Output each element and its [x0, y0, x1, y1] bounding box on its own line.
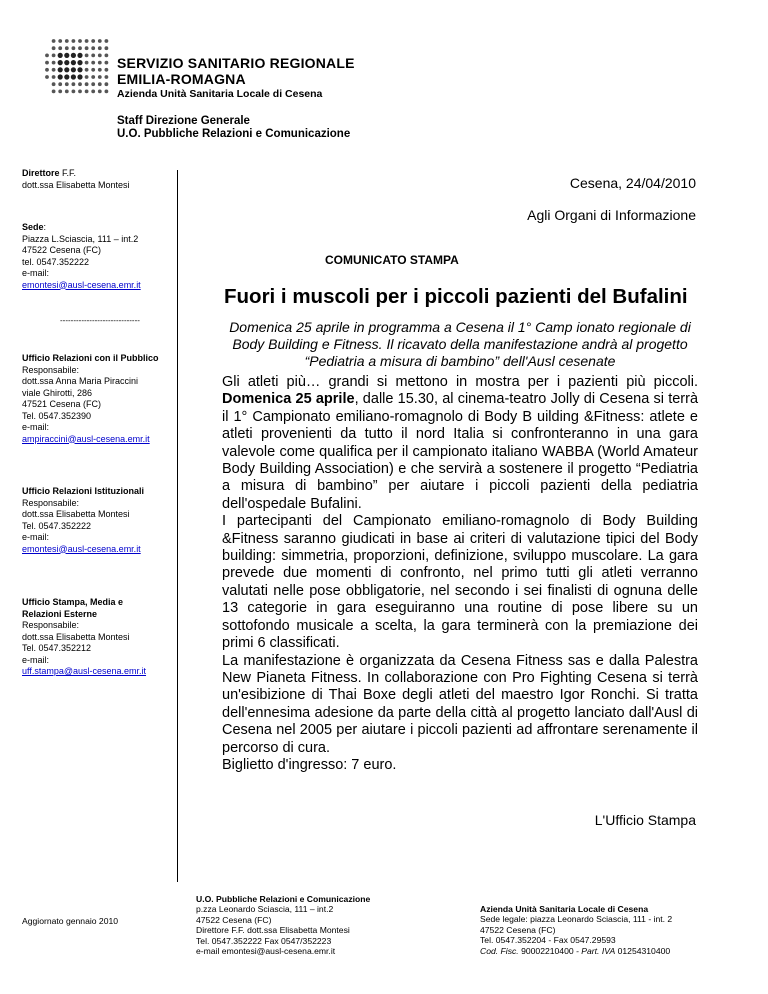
paragraph: I partecipanti del Campionato emiliano-romagnolo di Body Building &Fitness saranno giudicati in base ai criteri di valutazione tipici del Body building: simmetria, proporzioni, definizione, sviluppo muscolare. La gara prevede due momenti di confronto, nel primo tutti gli atleti verranno valutati nelle pose obbligatorie, nel secondo i sei finalisti di ognuna delle 13 categorie in gara eseguiranno una routine di pose libere su un sottofondo musicale a scelta, la gara terminerà con la premiazione dei primi 6 classificati.	[222, 513, 698, 652]
updated-note: Aggiornato gennaio 2010	[22, 916, 119, 926]
sede-label: Sede	[22, 222, 44, 232]
footer-col1	[196, 894, 370, 956]
sede-line: 47522 Cesena (FC)	[22, 245, 102, 255]
headline: Fuori i muscoli per i piccoli pazienti del Bufalini	[224, 285, 688, 308]
signature: L'Ufficio Stampa	[594, 812, 696, 828]
usm-title: Relazioni Esterne	[22, 608, 98, 619]
staff-line1: Staff Direzione Generale	[117, 115, 250, 127]
footer-col2	[480, 904, 672, 956]
sede-line: tel. 0547.352222	[22, 256, 90, 267]
footer-line: Tel. 0547.352204 - Fax 0547.29593	[480, 935, 616, 946]
usm-email-link[interactable]: uff.stampa@ausl-cesena.emr.it	[22, 666, 147, 676]
urp-line: e-mail:	[22, 422, 50, 432]
urp-title: Ufficio Relazioni con il Pubblico	[22, 353, 159, 363]
paragraph: Gli atleti più… grandi si mettono in mostra per i pazienti più piccoli. Domenica 25 aprile, dalle 15.30, al cinema-teatro Jolly di Cesena si terrà il 1° Campionato emiliano-romagnolo di Body B uilding &Fitness: atlete e atleti provenienti da tutto il nord Italia si confronteranno in una gara valevole come qualifica per il campionato italiano WABBA (World Amateur Body Building Association) e che servirà a sostenere il progetto “Pediatria a misura di bambino” per aiutare i piccoli pazienti della pediatria dell'ospedale Bufalini.	[222, 374, 699, 512]
footer-line: 47522 Cesena (FC)	[480, 924, 556, 935]
sede-block: Sede: Piazza L.Sciascia, 111 – int.2 47522 Cesena (FC) tel. 0547.352222 e-mail: emontesi@ausl-cesena.emr.it	[22, 222, 174, 291]
urp-line: 47521 Cesena (FC)	[22, 399, 102, 409]
uri-email-link[interactable]: emontesi@ausl-cesena.emr.it	[22, 543, 141, 554]
director-name: dott.ssa Elisabetta Montesi	[22, 179, 130, 190]
director-block	[22, 168, 174, 191]
uri-line: Tel. 0547.352222	[22, 520, 92, 531]
footer-line: Direttore F.F. dott.ssa Elisabetta Montesi	[196, 925, 350, 936]
org-name-line3: Azienda Unità Sanitaria Locale di Cesena	[117, 88, 323, 100]
ausl-logo-icon	[44, 38, 112, 96]
staff-line2: U.O. Pubbliche Relazioni e Comunicazione	[117, 128, 351, 140]
footer-line: Sede legale: piazza Leonardo Sciascia, 111 - int. 2	[480, 914, 673, 925]
footer-line: Tel. 0547.352222 Fax 0547/352223	[196, 935, 332, 946]
sede-line: Piazza L.Sciascia, 111 – int.2	[22, 233, 139, 244]
sidebar-divider	[177, 170, 178, 882]
footer-line: e-mail emontesi@ausl-cesena.emr.it	[196, 946, 336, 957]
usm-line: Responsabile:	[22, 620, 80, 630]
usm-title: Ufficio Stampa, Media e	[22, 597, 124, 607]
urp-line: viale Ghirotti, 286	[22, 387, 93, 398]
director-suffix: F.F.	[59, 168, 77, 178]
press-release-body	[222, 374, 698, 774]
uri-line: dott.ssa Elisabetta Montesi	[22, 509, 130, 519]
urp-line: dott.ssa Anna Maria Piraccini	[22, 376, 139, 386]
footer-col1-title: U.O. Pubbliche Relazioni e Comunicazione	[196, 894, 371, 904]
org-name-line1: SERVIZIO SANITARIO REGIONALE	[117, 55, 355, 71]
document-label: COMUNICATO STAMPA	[325, 253, 459, 267]
paragraph: Biglietto d'ingresso: 7 euro.	[222, 756, 397, 773]
uri-line: Responsabile:	[22, 497, 80, 508]
sede-line: e-mail:	[22, 268, 50, 278]
footer-line: Cod. Fisc. 90002210400 - Part. IVA 01254310400	[480, 945, 671, 956]
event-date: Domenica 25 aprile	[222, 391, 355, 408]
uri-title: Ufficio Relazioni Istituzionali	[22, 486, 145, 496]
sidebar-separator: ------------------------------	[60, 316, 140, 325]
urp-block	[22, 353, 174, 445]
footer-line: p.zza Leonardo Sciascia, 111 – int.2	[196, 904, 334, 915]
usm-line: Tel. 0547.352212	[22, 643, 92, 653]
subtitle: Domenica 25 aprile in programma a Cesena il 1° Camp ionato regionale di Body Building e Fitness. Il ricavato della manifestazione andrà al progetto “Pediatria a misura di bambino” dell'Ausl cesenate	[229, 319, 691, 369]
sede-email-link[interactable]: emontesi@ausl-cesena.emr.it	[22, 279, 141, 290]
footer-line: 47522 Cesena (FC)	[196, 914, 272, 925]
paragraph: La manifestazione è organizzata da Cesena Fitness sas e dalla Palestra New Pianeta Fitness. In collaborazione con Pro Fighting Cesena si terrà un'esibizione di Thai Boxe degli atleti del maestro Igor Ronchi. Si tratta dell'ennesima adesione da parte della città al progetto lanciato dall'Ausl di Cesena nel 2005 per aiutare i piccoli pazienti ad affrontare serenamente il percorso di cura.	[222, 652, 698, 756]
director-label: Direttore	[22, 168, 60, 178]
uri-block	[22, 486, 174, 555]
usm-block	[22, 597, 174, 678]
uri-line: e-mail:	[22, 532, 50, 542]
footer-col2-title: Azienda Unità Sanitaria Locale di Cesena	[480, 904, 649, 914]
usm-line: dott.ssa Elisabetta Montesi	[22, 631, 130, 642]
place-date: Cesena, 24/04/2010	[569, 175, 696, 191]
recipient: Agli Organi di Informazione	[527, 207, 696, 223]
urp-line: Tel. 0547.352390	[22, 410, 92, 421]
org-name-line2: EMILIA-ROMAGNA	[117, 71, 246, 87]
usm-line: e-mail:	[22, 654, 50, 665]
urp-email-link[interactable]: ampiraccini@ausl-cesena.emr.it	[22, 433, 150, 444]
urp-line: Responsabile:	[22, 364, 80, 375]
